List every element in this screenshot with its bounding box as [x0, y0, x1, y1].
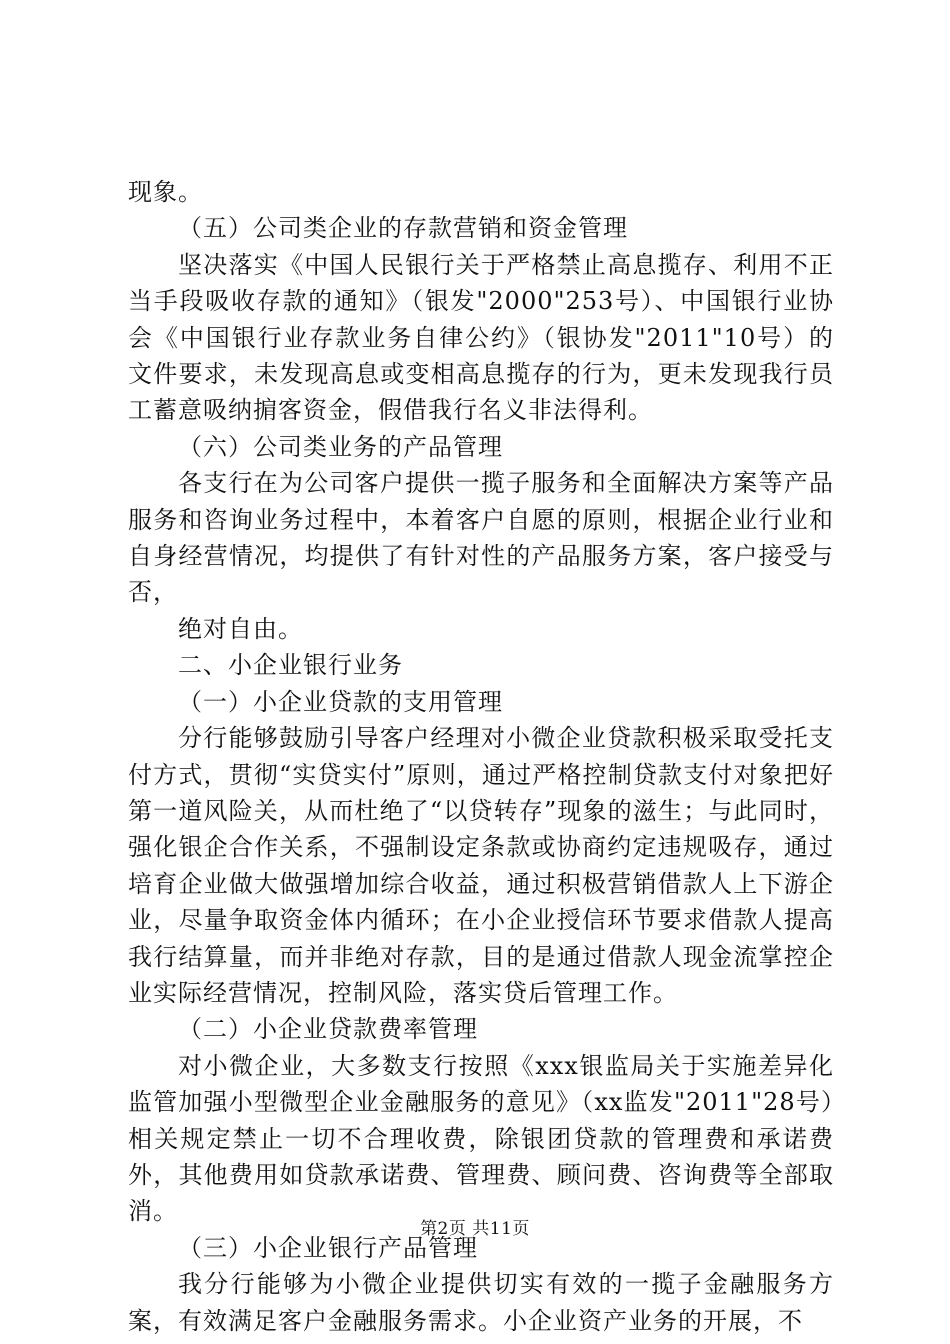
page-number-footer: 第2页 共11页 — [420, 1219, 530, 1239]
section-heading: （一）小企业贷款的支用管理 — [178, 687, 503, 716]
section-heading: （六）公司类业务的产品管理 — [178, 432, 503, 461]
paragraph: 我分行能够为小微企业提供切实有效的一揽子金融服务方案，有效满足客户金融服务需求。小企业资产业务的开展，不 — [128, 1270, 834, 1335]
paragraph: 对小微企业，大多数支行按照《xxx银监局关于实施差异化监管加强小型微型企业金融服务的意见》（xx监发"2011"28号）相关规定禁止一切不合理收费，除银团贷款的管理费和承诺费外，其他费用如贷款承诺费、管理费、顾问费、咨询费等全部取消。 — [128, 1051, 834, 1226]
paragraph: 各支行在为公司客户提供一揽子服务和全面解决方案等产品服务和咨询业务过程中，本着客户自愿的原则，根据企业行业和自身经营情况，均提供了有针对性的产品服务方案，客户接受与否， — [128, 469, 834, 607]
paragraph: 现象。 — [128, 178, 203, 206]
section-heading: 二、小企业银行业务 — [178, 651, 403, 680]
paragraph: 绝对自由。 — [178, 614, 303, 643]
section-heading: （五）公司类企业的存款营销和资金管理 — [178, 214, 628, 243]
document-body — [128, 174, 834, 1339]
paragraph: 分行能够鼓励引导客户经理对小微企业贷款积极采取受托支付方式，贯彻“实贷实付”原则，通过严格控制贷款支付对象把好第一道风险关，从而杜绝了“以贷转存”现象的滋生；与此同时，强化银企合作关系，不强制设定条款或协商约定违规吸存，通过培育企业做大做强增加综合收益，通过积极营销借款人上下游企业，尽量争取资金体内循环；在小企业授信环节要求借款人提高我行结算量，而并非绝对存款，目的是通过借款人现金流掌控企业实际经营情况，控制风险，落实贷后管理工作。 — [128, 724, 834, 1007]
section-heading: （二）小企业贷款费率管理 — [178, 1015, 478, 1044]
section-heading: （三）小企业银行产品管理 — [178, 1233, 478, 1262]
paragraph: 坚决落实《中国人民银行关于严格禁止高息揽存、利用不正当手段吸收存款的通知》（银发"2000"253号）、中国银行业协会《中国银行业存款业务自律公约》（银协发"2011"10号）的文件要求，未发现高息或变相高息揽存的行为，更未发现我行员工蓄意吸纳掮客资金，假借我行名义非法得利。 — [128, 250, 834, 425]
